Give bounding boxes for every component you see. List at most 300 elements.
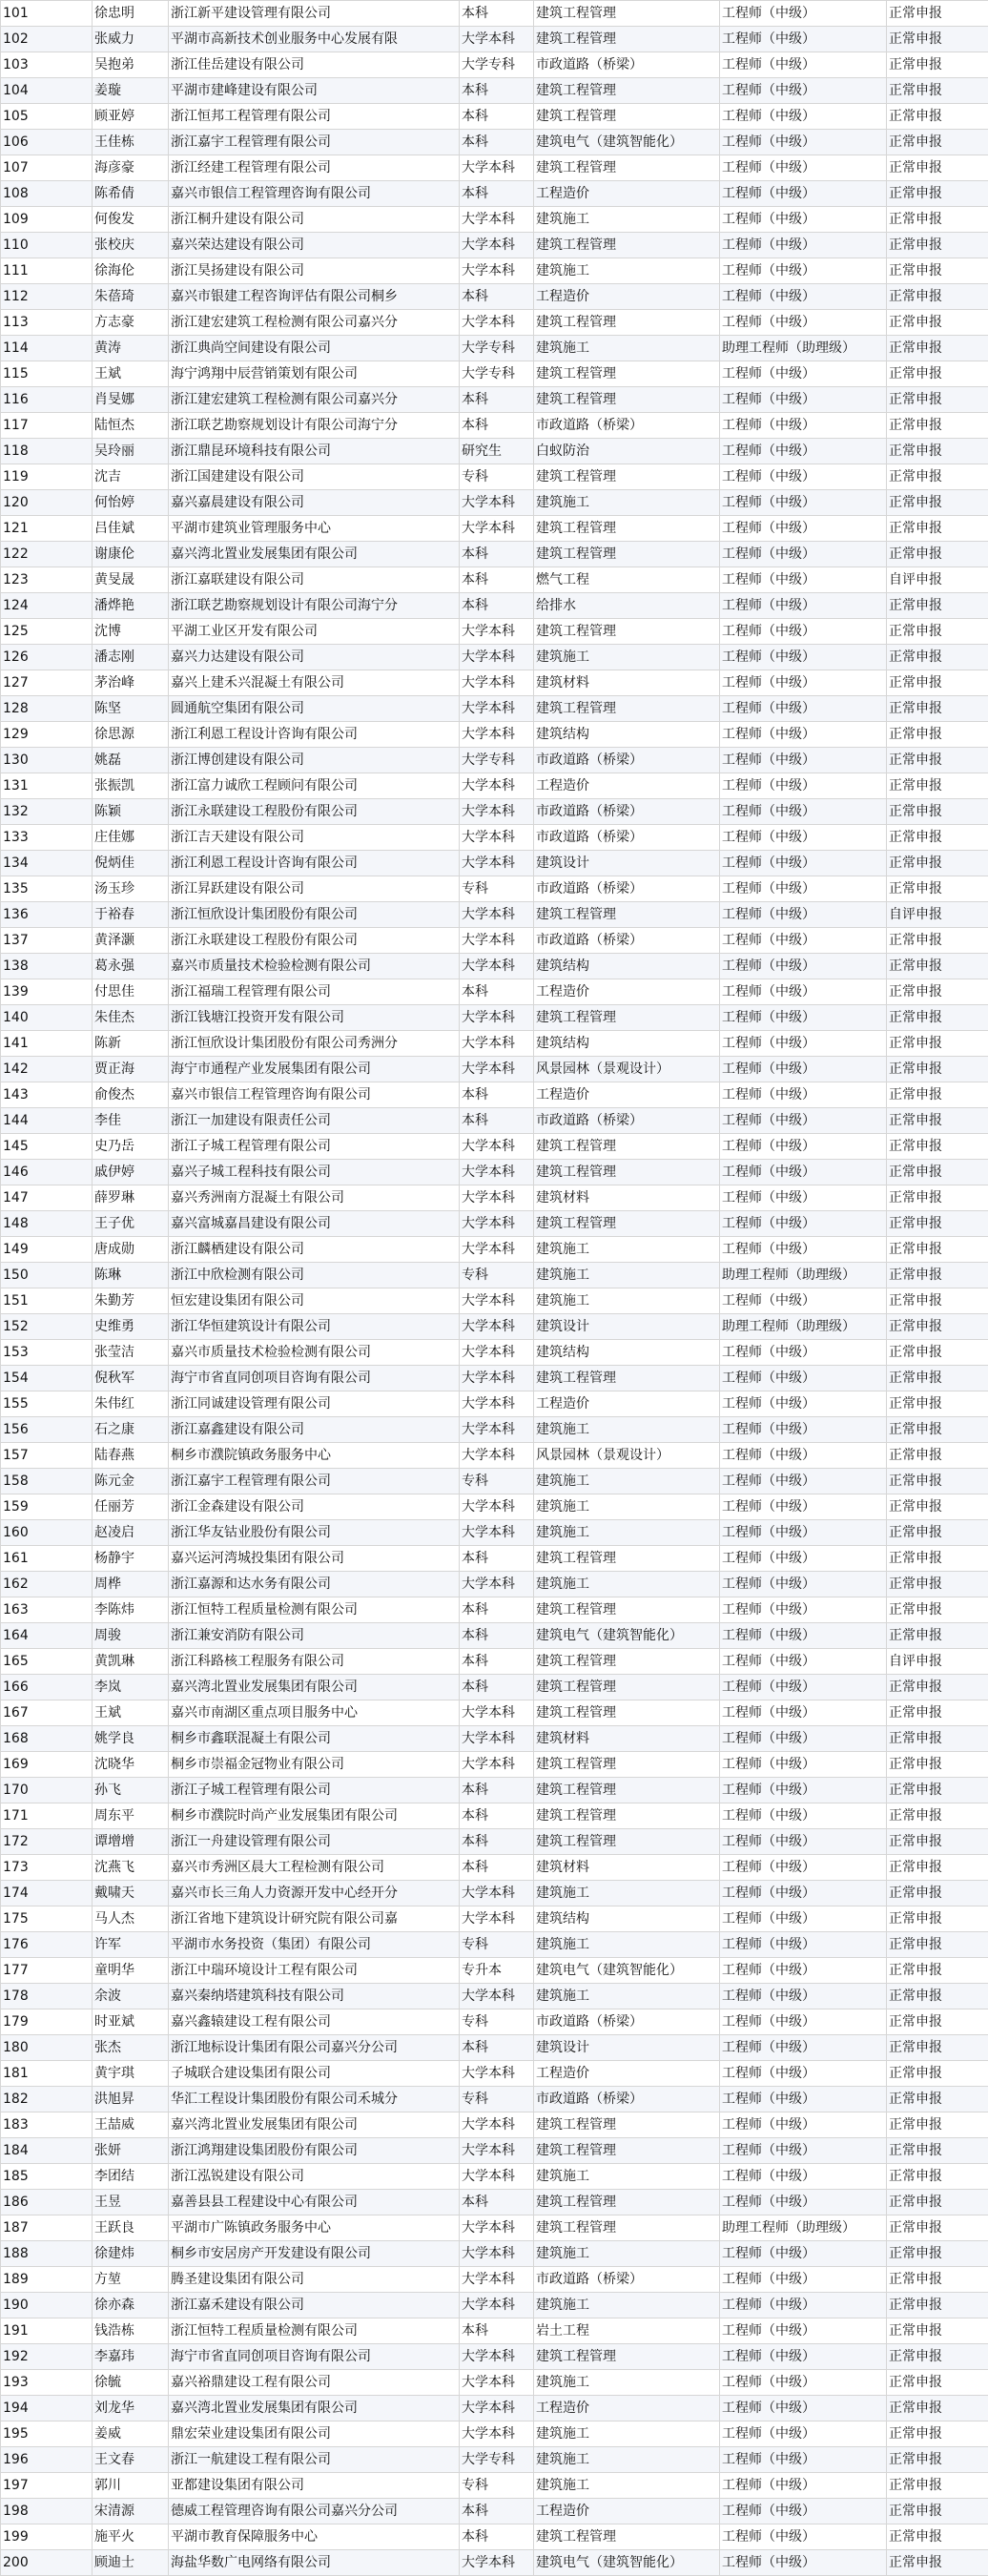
table-row xyxy=(1,748,988,773)
title-level-cell: 工程师（中级） xyxy=(720,2396,887,2421)
title-level-cell: 工程师（中级） xyxy=(720,825,887,851)
table-row xyxy=(1,336,988,361)
education-cell: 研究生 xyxy=(460,439,534,464)
row-number-cell: 140 xyxy=(1,1005,93,1031)
name-cell: 王跃良 xyxy=(93,2215,169,2241)
name-cell: 何怡婷 xyxy=(93,490,169,516)
employer-cell: 桐乡市濮院镇政务服务中心 xyxy=(169,1443,460,1469)
application-type-cell: 正常申报 xyxy=(887,1675,988,1700)
specialty-cell: 工程造价 xyxy=(534,979,720,1005)
education-cell: 大学本科 xyxy=(460,696,534,722)
specialty-cell: 建筑设计 xyxy=(534,1314,720,1340)
education-cell: 大学本科 xyxy=(460,1417,534,1443)
specialty-cell: 建筑施工 xyxy=(534,1494,720,1520)
name-cell: 徐建炜 xyxy=(93,2241,169,2267)
title-level-cell: 工程师（中级） xyxy=(720,1237,887,1263)
application-type-cell: 正常申报 xyxy=(887,439,988,464)
row-number-cell: 116 xyxy=(1,387,93,413)
row-number-cell: 167 xyxy=(1,1700,93,1726)
row-number-cell: 118 xyxy=(1,439,93,464)
row-number-cell: 125 xyxy=(1,619,93,645)
title-level-cell: 工程师（中级） xyxy=(720,1031,887,1057)
education-cell: 本科 xyxy=(460,1108,534,1134)
education-cell: 专科 xyxy=(460,2473,534,2499)
title-level-cell: 工程师（中级） xyxy=(720,1597,887,1623)
application-type-cell: 正常申报 xyxy=(887,825,988,851)
education-cell: 大学专科 xyxy=(460,748,534,773)
name-cell: 陆春燕 xyxy=(93,1443,169,1469)
title-level-cell: 工程师（中级） xyxy=(720,2550,887,2576)
specialty-cell: 建筑工程管理 xyxy=(534,1134,720,1160)
specialty-cell: 建筑施工 xyxy=(534,1881,720,1906)
employer-cell: 海宁市通程产业发展集团有限公司 xyxy=(169,1057,460,1082)
row-number-cell: 112 xyxy=(1,284,93,310)
specialty-cell: 建筑工程管理 xyxy=(534,619,720,645)
specialty-cell: 建筑工程管理 xyxy=(534,2524,720,2550)
row-number-cell: 135 xyxy=(1,876,93,902)
name-cell: 朱蓓琦 xyxy=(93,284,169,310)
row-number-cell: 143 xyxy=(1,1082,93,1108)
table-row xyxy=(1,1134,988,1160)
title-level-cell: 工程师（中级） xyxy=(720,2112,887,2138)
name-cell: 郭川 xyxy=(93,2473,169,2499)
title-level-cell: 工程师（中级） xyxy=(720,2164,887,2190)
specialty-cell: 建筑施工 xyxy=(534,490,720,516)
name-cell: 洪旭昇 xyxy=(93,2087,169,2112)
row-number-cell: 186 xyxy=(1,2190,93,2215)
education-cell: 专科 xyxy=(460,876,534,902)
row-number-cell: 200 xyxy=(1,2550,93,2576)
name-cell: 沈吉 xyxy=(93,464,169,490)
name-cell: 吴玲丽 xyxy=(93,439,169,464)
title-level-cell: 工程师（中级） xyxy=(720,2524,887,2550)
specialty-cell: 市政道路（桥梁） xyxy=(534,2009,720,2035)
application-type-cell: 正常申报 xyxy=(887,2318,988,2344)
application-type-cell: 正常申报 xyxy=(887,78,988,104)
name-cell: 石之康 xyxy=(93,1417,169,1443)
title-level-cell: 工程师（中级） xyxy=(720,1881,887,1906)
application-type-cell: 正常申报 xyxy=(887,1984,988,2009)
table-row xyxy=(1,1263,988,1288)
table-row xyxy=(1,645,988,670)
table-row xyxy=(1,413,988,439)
title-level-cell: 工程师（中级） xyxy=(720,1803,887,1829)
row-number-cell: 110 xyxy=(1,233,93,258)
title-level-cell: 工程师（中级） xyxy=(720,773,887,799)
table-row xyxy=(1,2087,988,2112)
title-level-cell: 工程师（中级） xyxy=(720,902,887,928)
name-cell: 戴啸天 xyxy=(93,1881,169,1906)
name-cell: 徐亦森 xyxy=(93,2293,169,2318)
employer-cell: 海宁市省直同创项目咨询有限公司 xyxy=(169,1366,460,1391)
application-type-cell: 正常申报 xyxy=(887,155,988,181)
table-row xyxy=(1,104,988,130)
table-row xyxy=(1,2318,988,2344)
name-cell: 唐成勋 xyxy=(93,1237,169,1263)
table-row xyxy=(1,361,988,387)
row-number-cell: 174 xyxy=(1,1881,93,1906)
specialty-cell: 建筑施工 xyxy=(534,1417,720,1443)
education-cell: 大学本科 xyxy=(460,2267,534,2293)
table-row xyxy=(1,1057,988,1082)
employer-cell: 浙江佳岳建设有限公司 xyxy=(169,52,460,78)
employer-cell: 浙江中瑞环境设计工程有限公司 xyxy=(169,1958,460,1984)
specialty-cell: 建筑施工 xyxy=(534,2473,720,2499)
employer-cell: 嘉兴市银信工程管理咨询有限公司 xyxy=(169,1082,460,1108)
title-level-cell: 工程师（中级） xyxy=(720,851,887,876)
row-number-cell: 158 xyxy=(1,1469,93,1494)
application-type-cell: 正常申报 xyxy=(887,2138,988,2164)
specialty-cell: 建筑施工 xyxy=(534,1572,720,1597)
application-type-cell: 正常申报 xyxy=(887,1031,988,1057)
application-type-cell: 正常申报 xyxy=(887,2190,988,2215)
application-type-cell: 正常申报 xyxy=(887,1160,988,1185)
education-cell: 专科 xyxy=(460,1932,534,1958)
employer-cell: 桐乡市安居房产开发建设有限公司 xyxy=(169,2241,460,2267)
title-level-cell: 工程师（中级） xyxy=(720,1366,887,1391)
application-type-cell: 正常申报 xyxy=(887,1778,988,1803)
employer-cell: 嘉兴运河湾城投集团有限公司 xyxy=(169,1546,460,1572)
education-cell: 大学本科 xyxy=(460,1881,534,1906)
table-row xyxy=(1,78,988,104)
employer-cell: 嘉兴裕鼎建设工程有限公司 xyxy=(169,2370,460,2396)
name-cell: 陆恒杰 xyxy=(93,413,169,439)
title-level-cell: 工程师（中级） xyxy=(720,2344,887,2370)
row-number-cell: 121 xyxy=(1,516,93,542)
name-cell: 顾迪士 xyxy=(93,2550,169,2576)
application-type-cell: 自评申报 xyxy=(887,902,988,928)
table-row xyxy=(1,1031,988,1057)
title-level-cell: 工程师（中级） xyxy=(720,1829,887,1855)
specialty-cell: 建筑工程管理 xyxy=(534,361,720,387)
application-type-cell: 正常申报 xyxy=(887,1546,988,1572)
name-cell: 朱伟红 xyxy=(93,1391,169,1417)
specialty-cell: 建筑工程管理 xyxy=(534,233,720,258)
education-cell: 大学本科 xyxy=(460,1314,534,1340)
application-type-cell: 正常申报 xyxy=(887,954,988,979)
employer-cell: 浙江利恩工程设计咨询有限公司 xyxy=(169,722,460,748)
title-level-cell: 工程师（中级） xyxy=(720,207,887,233)
table-row xyxy=(1,1366,988,1391)
name-cell: 李陈炜 xyxy=(93,1597,169,1623)
application-type-cell: 正常申报 xyxy=(887,1726,988,1752)
specialty-cell: 岩土工程 xyxy=(534,2318,720,2344)
education-cell: 大学本科 xyxy=(460,722,534,748)
table-row xyxy=(1,851,988,876)
table-row xyxy=(1,799,988,825)
specialty-cell: 市政道路（桥梁） xyxy=(534,748,720,773)
education-cell: 大学本科 xyxy=(460,258,534,284)
application-type-cell: 正常申报 xyxy=(887,207,988,233)
title-level-cell: 工程师（中级） xyxy=(720,2087,887,2112)
table-row xyxy=(1,593,988,619)
employer-cell: 德威工程管理咨询有限公司嘉兴分公司 xyxy=(169,2499,460,2524)
application-type-cell: 正常申报 xyxy=(887,284,988,310)
name-cell: 童明华 xyxy=(93,1958,169,1984)
education-cell: 大学本科 xyxy=(460,2396,534,2421)
employer-cell: 桐乡市崇福金冠物业有限公司 xyxy=(169,1752,460,1778)
title-level-cell: 工程师（中级） xyxy=(720,2370,887,2396)
education-cell: 本科 xyxy=(460,2035,534,2061)
table-row xyxy=(1,1443,988,1469)
education-cell: 专科 xyxy=(460,1469,534,1494)
table-row xyxy=(1,2473,988,2499)
row-number-cell: 198 xyxy=(1,2499,93,2524)
name-cell: 庄佳娜 xyxy=(93,825,169,851)
application-type-cell: 正常申报 xyxy=(887,2550,988,2576)
application-type-cell: 正常申报 xyxy=(887,1185,988,1211)
education-cell: 本科 xyxy=(460,1,534,27)
employer-cell: 平湖工业区开发有限公司 xyxy=(169,619,460,645)
specialty-cell: 建筑施工 xyxy=(534,1469,720,1494)
application-type-cell: 正常申报 xyxy=(887,2447,988,2473)
title-level-cell: 工程师（中级） xyxy=(720,1623,887,1649)
table-row xyxy=(1,2370,988,2396)
education-cell: 大学本科 xyxy=(460,1572,534,1597)
table-row xyxy=(1,1520,988,1546)
row-number-cell: 119 xyxy=(1,464,93,490)
employer-cell: 浙江昇跃建设有限公司 xyxy=(169,876,460,902)
education-cell: 大学本科 xyxy=(460,2164,534,2190)
table-row xyxy=(1,1649,988,1675)
employer-cell: 浙江科路核工程服务有限公司 xyxy=(169,1649,460,1675)
title-level-cell: 工程师（中级） xyxy=(720,1211,887,1237)
specialty-cell: 建筑材料 xyxy=(534,1726,720,1752)
name-cell: 陈元金 xyxy=(93,1469,169,1494)
title-level-cell: 工程师（中级） xyxy=(720,1726,887,1752)
name-cell: 海彦豪 xyxy=(93,155,169,181)
name-cell: 戚伊婷 xyxy=(93,1160,169,1185)
row-number-cell: 168 xyxy=(1,1726,93,1752)
title-level-cell: 工程师（中级） xyxy=(720,619,887,645)
specialty-cell: 建筑施工 xyxy=(534,258,720,284)
application-type-cell: 正常申报 xyxy=(887,1417,988,1443)
education-cell: 大学本科 xyxy=(460,619,534,645)
title-level-cell: 工程师（中级） xyxy=(720,696,887,722)
employer-cell: 嘉兴荣达建设有限公司 xyxy=(169,233,460,258)
row-number-cell: 183 xyxy=(1,2112,93,2138)
specialty-cell: 建筑施工 xyxy=(534,1263,720,1288)
employer-cell: 嘉兴子城工程科技有限公司 xyxy=(169,1160,460,1185)
education-cell: 大学本科 xyxy=(460,2421,534,2447)
title-level-cell: 工程师（中级） xyxy=(720,1984,887,2009)
row-number-cell: 105 xyxy=(1,104,93,130)
table-row xyxy=(1,2061,988,2087)
table-row xyxy=(1,52,988,78)
table-row xyxy=(1,1597,988,1623)
education-cell: 大学本科 xyxy=(460,1134,534,1160)
specialty-cell: 建筑工程管理 xyxy=(534,542,720,567)
specialty-cell: 工程造价 xyxy=(534,181,720,207)
row-number-cell: 102 xyxy=(1,27,93,52)
row-number-cell: 175 xyxy=(1,1906,93,1932)
employer-cell: 嘉兴市长三角人力资源开发中心经开分 xyxy=(169,1881,460,1906)
application-type-cell: 正常申报 xyxy=(887,1082,988,1108)
title-level-cell: 工程师（中级） xyxy=(720,1185,887,1211)
employer-cell: 浙江麟栖建设有限公司 xyxy=(169,1237,460,1263)
name-cell: 王昱 xyxy=(93,2190,169,2215)
application-type-cell: 正常申报 xyxy=(887,27,988,52)
title-level-cell: 工程师（中级） xyxy=(720,104,887,130)
table-row xyxy=(1,1675,988,1700)
employer-cell: 嘉兴力达建设有限公司 xyxy=(169,645,460,670)
title-level-cell: 工程师（中级） xyxy=(720,284,887,310)
specialty-cell: 建筑工程管理 xyxy=(534,1005,720,1031)
title-level-cell: 工程师（中级） xyxy=(720,1778,887,1803)
employer-cell: 浙江子城工程管理有限公司 xyxy=(169,1134,460,1160)
specialty-cell: 建筑工程管理 xyxy=(534,78,720,104)
specialty-cell: 建筑工程管理 xyxy=(534,516,720,542)
name-cell: 周东平 xyxy=(93,1803,169,1829)
table-row xyxy=(1,1958,988,1984)
table-row xyxy=(1,207,988,233)
table-row xyxy=(1,2267,988,2293)
table-row xyxy=(1,2112,988,2138)
table-row xyxy=(1,2524,988,2550)
name-cell: 徐毓 xyxy=(93,2370,169,2396)
education-cell: 大学本科 xyxy=(460,1700,534,1726)
application-type-cell: 正常申报 xyxy=(887,2061,988,2087)
application-type-cell: 正常申报 xyxy=(887,1700,988,1726)
education-cell: 大学本科 xyxy=(460,799,534,825)
education-cell: 大学本科 xyxy=(460,1906,534,1932)
applicant-table-body xyxy=(1,1,988,2576)
employer-cell: 浙江鼎昆环境科技有限公司 xyxy=(169,439,460,464)
employer-cell: 浙江中欣检测有限公司 xyxy=(169,1263,460,1288)
application-type-cell: 正常申报 xyxy=(887,258,988,284)
application-type-cell: 正常申报 xyxy=(887,2241,988,2267)
education-cell: 大学本科 xyxy=(460,310,534,336)
education-cell: 本科 xyxy=(460,1623,534,1649)
education-cell: 大学本科 xyxy=(460,207,534,233)
title-level-cell: 工程师（中级） xyxy=(720,722,887,748)
name-cell: 黄旻晟 xyxy=(93,567,169,593)
employer-cell: 浙江恒邦工程管理有限公司 xyxy=(169,104,460,130)
title-level-cell: 助理工程师（助理级） xyxy=(720,2215,887,2241)
table-row xyxy=(1,1700,988,1726)
name-cell: 黄泽灏 xyxy=(93,928,169,954)
employer-cell: 浙江新平建设管理有限公司 xyxy=(169,1,460,27)
table-row xyxy=(1,954,988,979)
row-number-cell: 137 xyxy=(1,928,93,954)
title-level-cell: 工程师（中级） xyxy=(720,1906,887,1932)
application-type-cell: 正常申报 xyxy=(887,1057,988,1082)
row-number-cell: 147 xyxy=(1,1185,93,1211)
table-row xyxy=(1,1160,988,1185)
specialty-cell: 工程造价 xyxy=(534,1391,720,1417)
specialty-cell: 建筑材料 xyxy=(534,1185,720,1211)
employer-cell: 嘉兴湾北置业发展集团有限公司 xyxy=(169,1675,460,1700)
education-cell: 本科 xyxy=(460,1675,534,1700)
education-cell: 大学本科 xyxy=(460,1391,534,1417)
row-number-cell: 104 xyxy=(1,78,93,104)
application-type-cell: 正常申报 xyxy=(887,1263,988,1288)
title-level-cell: 工程师（中级） xyxy=(720,233,887,258)
title-level-cell: 工程师（中级） xyxy=(720,670,887,696)
name-cell: 马人杰 xyxy=(93,1906,169,1932)
specialty-cell: 建筑施工 xyxy=(534,336,720,361)
application-type-cell: 正常申报 xyxy=(887,413,988,439)
employer-cell: 嘉兴市秀洲区晨大工程检测有限公司 xyxy=(169,1855,460,1881)
employer-cell: 嘉兴湾北置业发展集团有限公司 xyxy=(169,2396,460,2421)
application-type-cell: 正常申报 xyxy=(887,233,988,258)
row-number-cell: 101 xyxy=(1,1,93,27)
specialty-cell: 建筑工程管理 xyxy=(534,1597,720,1623)
specialty-cell: 建筑电气（建筑智能化） xyxy=(534,1958,720,1984)
title-level-cell: 工程师（中级） xyxy=(720,2061,887,2087)
employer-cell: 浙江博创建设有限公司 xyxy=(169,748,460,773)
employer-cell: 浙江一舟建设管理有限公司 xyxy=(169,1829,460,1855)
application-type-cell: 正常申报 xyxy=(887,336,988,361)
name-cell: 史乃岳 xyxy=(93,1134,169,1160)
name-cell: 李团结 xyxy=(93,2164,169,2190)
employer-cell: 嘉兴富城嘉昌建设有限公司 xyxy=(169,1211,460,1237)
application-type-cell: 正常申报 xyxy=(887,2421,988,2447)
application-type-cell: 正常申报 xyxy=(887,310,988,336)
specialty-cell: 建筑工程管理 xyxy=(534,1366,720,1391)
employer-cell: 嘉兴市银信工程管理咨询有限公司 xyxy=(169,181,460,207)
title-level-cell: 工程师（中级） xyxy=(720,1160,887,1185)
row-number-cell: 142 xyxy=(1,1057,93,1082)
row-number-cell: 141 xyxy=(1,1031,93,1057)
education-cell: 本科 xyxy=(460,284,534,310)
table-row xyxy=(1,2499,988,2524)
employer-cell: 嘉兴秀洲南方混凝土有限公司 xyxy=(169,1185,460,1211)
row-number-cell: 103 xyxy=(1,52,93,78)
name-cell: 余波 xyxy=(93,1984,169,2009)
specialty-cell: 建筑电气（建筑智能化） xyxy=(534,130,720,155)
row-number-cell: 179 xyxy=(1,2009,93,2035)
employer-cell: 海宁鸿翔中辰营销策划有限公司 xyxy=(169,361,460,387)
name-cell: 徐忠明 xyxy=(93,1,169,27)
table-row xyxy=(1,1340,988,1366)
specialty-cell: 市政道路（桥梁） xyxy=(534,825,720,851)
name-cell: 黄涛 xyxy=(93,336,169,361)
name-cell: 汤玉珍 xyxy=(93,876,169,902)
table-row xyxy=(1,284,988,310)
row-number-cell: 117 xyxy=(1,413,93,439)
employer-cell: 恒宏建设集团有限公司 xyxy=(169,1288,460,1314)
education-cell: 本科 xyxy=(460,1778,534,1803)
employer-cell: 浙江恒特工程质量检测有限公司 xyxy=(169,2318,460,2344)
specialty-cell: 建筑工程管理 xyxy=(534,1649,720,1675)
application-type-cell: 正常申报 xyxy=(887,876,988,902)
education-cell: 大学本科 xyxy=(460,1288,534,1314)
table-row xyxy=(1,1752,988,1778)
application-type-cell: 正常申报 xyxy=(887,490,988,516)
employer-cell: 嘉兴嘉晨建设有限公司 xyxy=(169,490,460,516)
application-type-cell: 正常申报 xyxy=(887,1958,988,1984)
name-cell: 许军 xyxy=(93,1932,169,1958)
name-cell: 赵凌启 xyxy=(93,1520,169,1546)
specialty-cell: 建筑工程管理 xyxy=(534,310,720,336)
specialty-cell: 建筑施工 xyxy=(534,2164,720,2190)
application-type-cell: 正常申报 xyxy=(887,1314,988,1340)
row-number-cell: 130 xyxy=(1,748,93,773)
table-row xyxy=(1,1237,988,1263)
name-cell: 沈晓华 xyxy=(93,1752,169,1778)
employer-cell: 嘉兴湾北置业发展集团有限公司 xyxy=(169,542,460,567)
specialty-cell: 建筑施工 xyxy=(534,2370,720,2396)
employer-cell: 浙江典尚空间建设有限公司 xyxy=(169,336,460,361)
application-type-cell: 正常申报 xyxy=(887,851,988,876)
table-row xyxy=(1,825,988,851)
application-type-cell: 正常申报 xyxy=(887,799,988,825)
application-type-cell: 正常申报 xyxy=(887,722,988,748)
row-number-cell: 181 xyxy=(1,2061,93,2087)
row-number-cell: 187 xyxy=(1,2215,93,2241)
row-number-cell: 126 xyxy=(1,645,93,670)
